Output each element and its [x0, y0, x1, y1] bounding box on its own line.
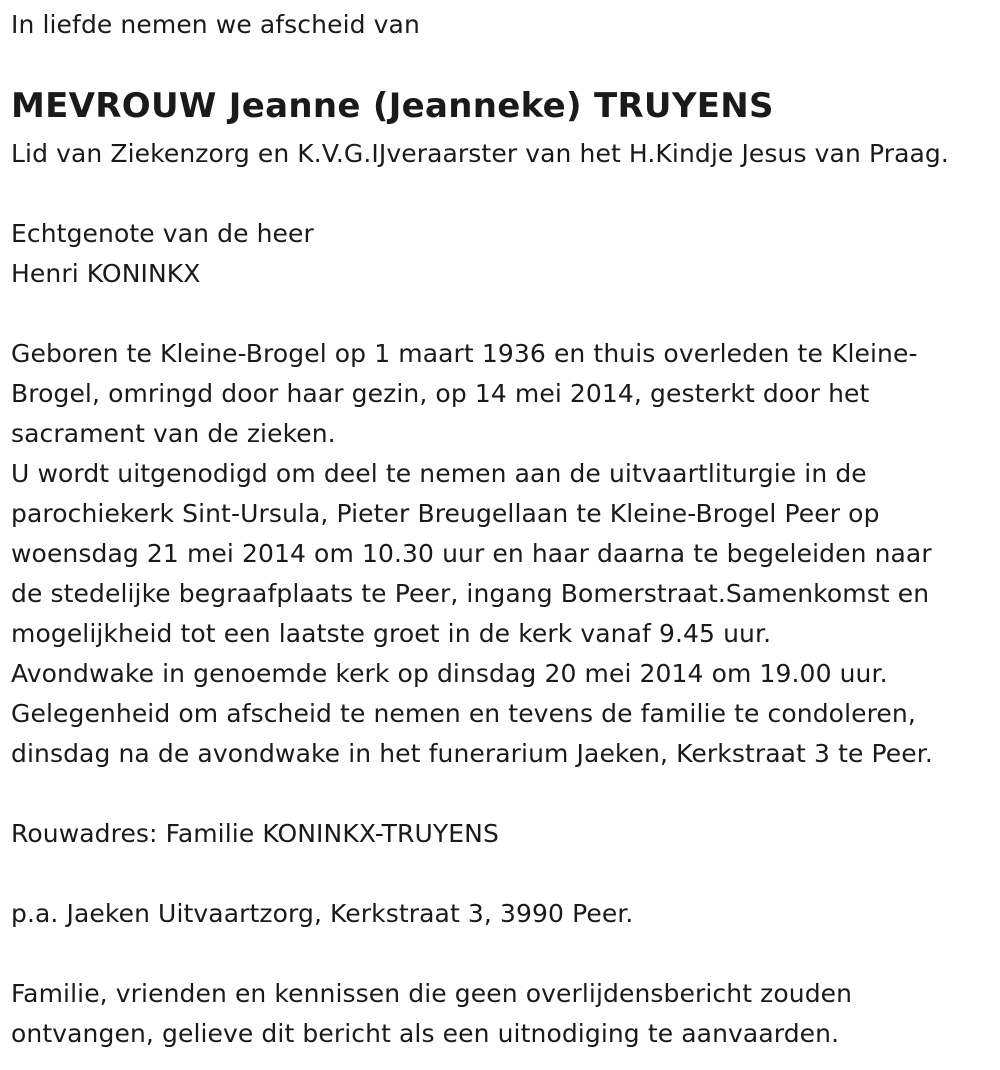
rouwadres-block — [11, 814, 499, 854]
deceased-name: MEVROUW Jeanne (Jeanneke) TRUYENS — [11, 86, 774, 126]
details-line: U wordt uitgenodigd om deel te nemen aan de uitvaartliturgie in de — [11, 459, 867, 488]
spouse-line: Echtgenote van de heer — [11, 219, 314, 248]
details-block — [11, 334, 933, 774]
details-line: mogelijkheid tot een laatste groet in de kerk vanaf 9.45 uur. — [11, 619, 772, 648]
membership-block — [11, 134, 949, 174]
rouwadres-text: Rouwadres: Familie KONINKX-TRUYENS — [11, 819, 499, 848]
details-line: Brogel, omringd door haar gezin, op 14 mei 2014, gesterkt door het — [11, 379, 870, 408]
pa-address-text: p.a. Jaeken Uitvaartzorg, Kerkstraat 3, 3990 Peer. — [11, 899, 634, 928]
spouse-block — [11, 214, 314, 294]
details-line: sacrament van de zieken. — [11, 419, 336, 448]
details-line: Geboren te Kleine-Brogel op 1 maart 1936 en thuis overleden te Kleine- — [11, 339, 918, 368]
closing-line: ontvangen, gelieve dit bericht als een uitnodiging te aanvaarden. — [11, 1019, 840, 1048]
closing-line: Familie, vrienden en kennissen die geen overlijdensbericht zouden — [11, 979, 853, 1008]
spouse-name: Henri KONINKX — [11, 259, 201, 288]
details-line: de stedelijke begraafplaats te Peer, ingang Bomerstraat.Samenkomst en — [11, 579, 930, 608]
details-line: parochiekerk Sint-Ursula, Pieter Breugellaan te Kleine-Brogel Peer op — [11, 499, 880, 528]
pa-address-block — [11, 894, 633, 934]
details-line: Gelegenheid om afscheid te nemen en tevens de familie te condoleren, — [11, 699, 916, 728]
details-line: Avondwake in genoemde kerk op dinsdag 20 mei 2014 om 19.00 uur. — [11, 659, 888, 688]
intro-text: In liefde nemen we afscheid van — [11, 10, 420, 39]
membership-text: Lid van Ziekenzorg en K.V.G.IJveraarster van het H.Kindje Jesus van Praag. — [11, 139, 949, 168]
closing-block — [11, 974, 852, 1054]
details-line: woensdag 21 mei 2014 om 10.30 uur en haar daarna te begeleiden naar — [11, 539, 932, 568]
details-line: dinsdag na de avondwake in het funerarium Jaeken, Kerkstraat 3 te Peer. — [11, 739, 933, 768]
